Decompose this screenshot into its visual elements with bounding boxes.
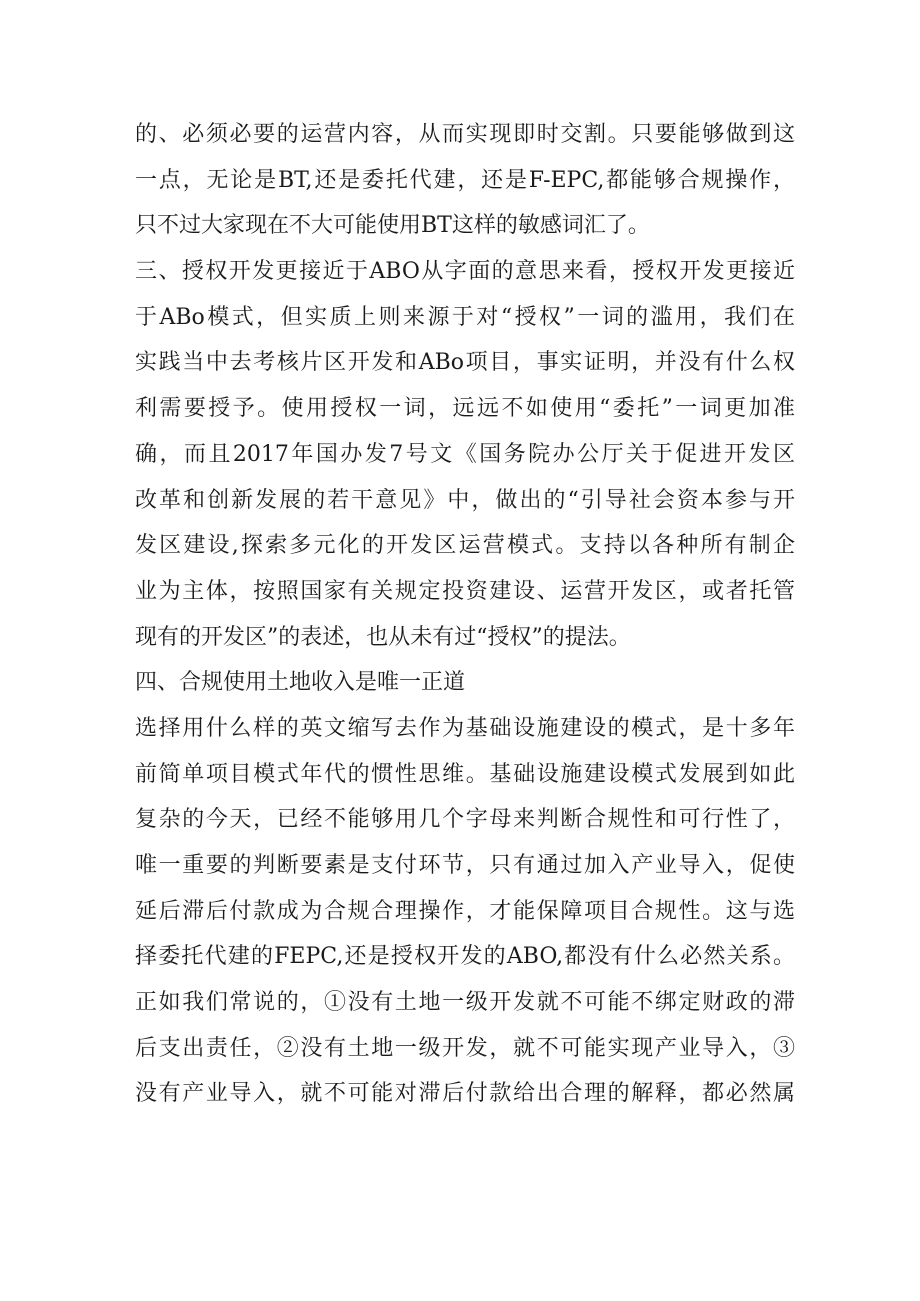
section-heading: 四、合规使用土地收入是唯一正道: [135, 670, 466, 696]
text-line: 的、必须必要的运营内容，从而实现即时交割。只要能够做到这: [135, 122, 795, 147]
body-text: [135, 112, 795, 1117]
section-heading-line: 三、授权开发更接近于ABO从字面的意思来看，授权开发更接近: [135, 259, 795, 285]
text-line: 现有的开发区”的表述，也从未有过“授权”的提法。: [135, 624, 631, 650]
text-line: 后支出责任，②没有土地一级开发，就不可能实现产业导入，③: [135, 1035, 795, 1061]
text-line: 复杂的今天，已经不能够用几个字母来判断合规性和可行性了，: [135, 807, 795, 833]
text-line: 确，而且2017年国办发7号文《国务院办公厅关于促进开发区: [135, 441, 795, 467]
text-line: 发区建设,探索多元化的开发区运营模式。支持以各种所有制企: [135, 533, 795, 559]
text-line: 利需要授予。使用授权一词，远远不如使用“委托”一词更加准: [135, 396, 795, 422]
text-line: 选择用什么样的英文缩写去作为基础设施建设的模式，是十多年: [135, 715, 795, 741]
text-line: 延后滞后付款成为合规合理操作，才能保障项目合规性。这与选: [135, 898, 795, 924]
text-line: 实践当中去考核片区开发和ABo项目，事实证明，并没有什么权: [135, 350, 795, 376]
text-line: 于ABo模式，但实质上则来源于对“授权”一词的滥用，我们在: [135, 304, 795, 330]
text-line: 业为主体，按照国家有关规定投资建设、运营开发区，或者托管: [135, 578, 795, 604]
text-line: 没有产业导入，就不可能对滞后付款给出合理的解释，都必然属: [135, 1081, 795, 1107]
text-line: 择委托代建的FEPC,还是授权开发的ABO,都没有什么必然关系。: [135, 944, 795, 970]
text-line: 只不过大家现在不大可能使用BT这样的敏感词汇了。: [135, 213, 650, 239]
text-line: 正如我们常说的，①没有土地一级开发就不可能不绑定财政的滞: [135, 990, 795, 1016]
text-line: 前简单项目模式年代的惯性思维。基础设施建设模式发展到如此: [135, 761, 795, 787]
text-line: 改革和创新发展的若干意见》中，做出的“引导社会资本参与开: [135, 487, 795, 513]
text-line: 一点，无论是BT,还是委托代建，还是F-EPC,都能够合规操作，: [135, 167, 795, 193]
text-line: 唯一重要的判断要素是支付环节，只有通过加入产业导入，促使: [135, 853, 795, 878]
